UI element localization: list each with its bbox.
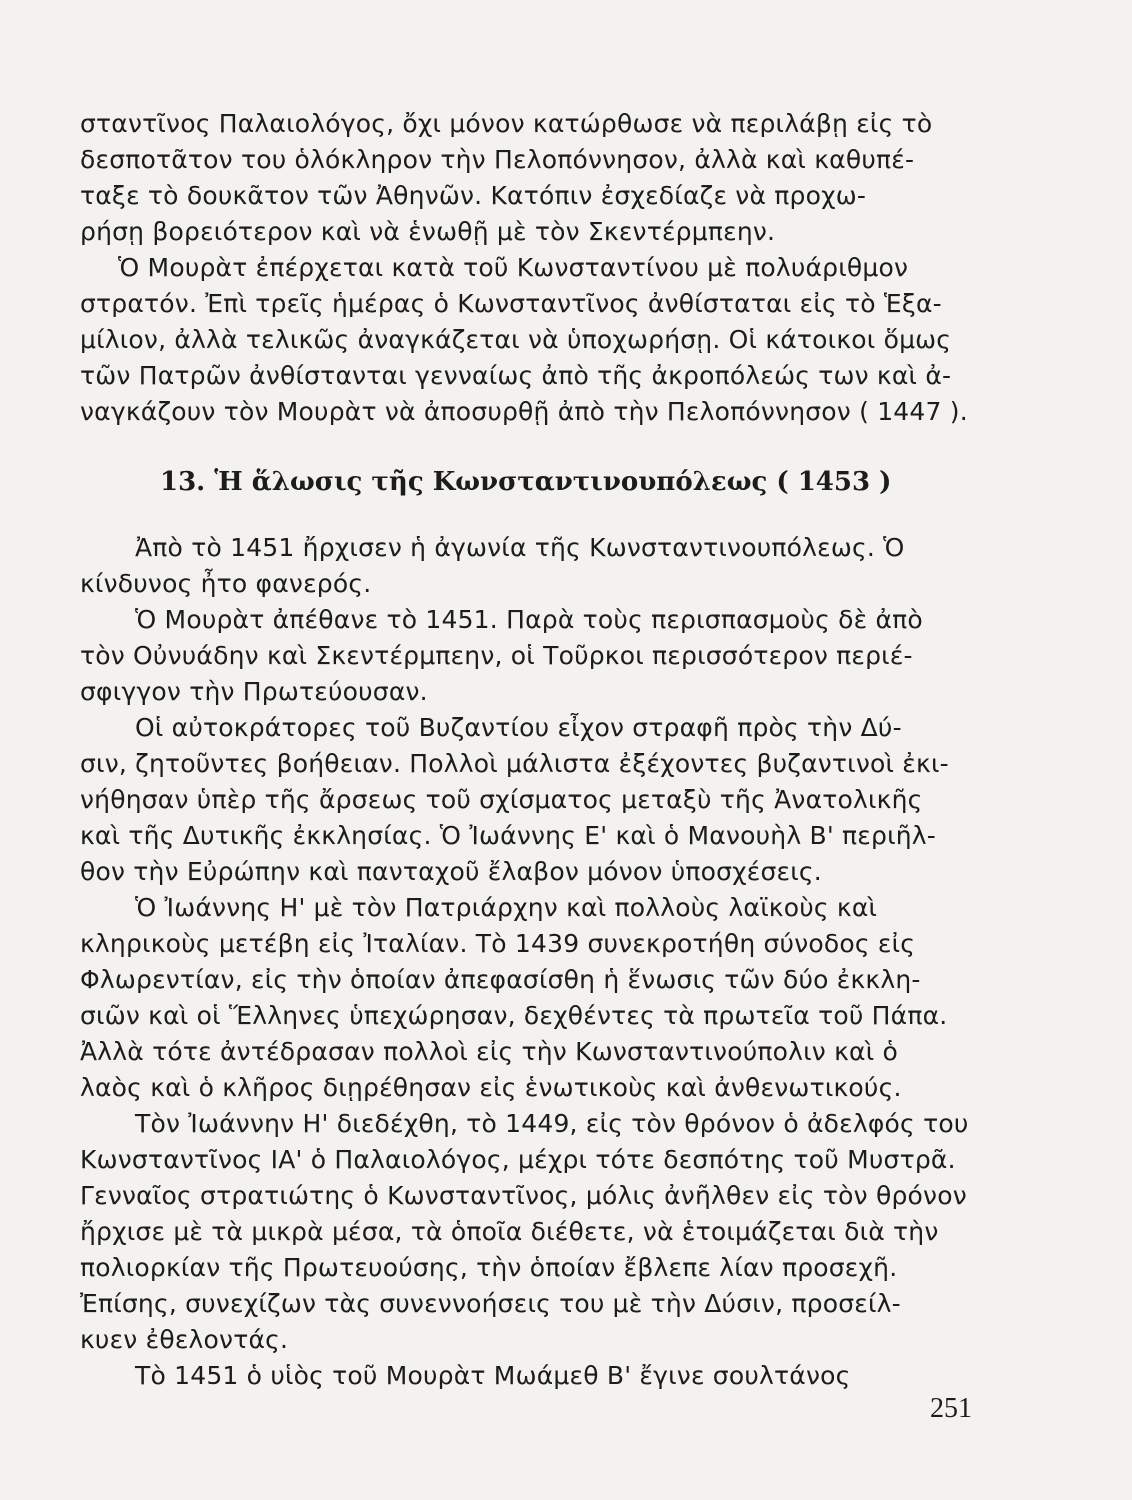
text-line: Ἀλλὰ τότε ἀντέδρασαν πολλοὶ εἰς τὴν Κωνσταντινούπολιν καὶ ὁ [80, 1037, 899, 1066]
text-line: κυεν ἐθελοντάς. [80, 1325, 289, 1354]
text-line: ναγκάζουν τὸν Μουρὰτ νὰ ἀποσυρθῇ ἀπὸ τὴν Πελοπόννησον ( 1447 ). [80, 397, 968, 426]
text-line: Γενναῖος στρατιώτης ὁ Κωνσταντῖνος, μόλις ἀνῆλθεν εἰς τὸν θρόνον [80, 1181, 967, 1210]
text-line: Ὁ Μουρὰτ ἀπέθανε τὸ 1451. Παρὰ τοὺς περισπασμοὺς δὲ ἀπὸ [135, 605, 923, 634]
section-heading: 13. Ἡ ἅλωσις τῆς Κωνσταντινουπόλεως ( 1453 ) [160, 467, 892, 497]
text-line: τῶν Πατρῶν ἀνθίστανται γενναίως ἀπὸ τῆς ἀκροπόλεώς των καὶ ἀ- [80, 361, 952, 390]
text-line: κληρικοὺς μετέβη εἰς Ἰταλίαν. Τὸ 1439 συνεκροτήθη σύνοδος εἰς [80, 929, 916, 958]
text-line: Τὸ 1451 ὁ υἱὸς τοῦ Μουρὰτ Μωάμεθ Β' ἔγινε σουλτάνος [135, 1361, 851, 1390]
page-number: 251 [930, 1393, 972, 1424]
text-line: ταξε τὸ δουκᾶτον τῶν Ἀθηνῶν. Κατόπιν ἐσχεδίαζε νὰ προχω- [80, 181, 867, 210]
text-line: στρατόν. Ἐπὶ τρεῖς ἡμέρας ὁ Κωνσταντῖνος ἀνθίσταται εἰς τὸ Ἑξα- [80, 289, 942, 318]
text-line: ρήσῃ βορειότερον καὶ νὰ ἑνωθῇ μὲ τὸν Σκεντέρμπεην. [80, 217, 776, 246]
text-line: πολιορκίαν τῆς Πρωτευούσης, τὴν ὁποίαν ἔβλεπε λίαν προσεχῆ. [80, 1253, 898, 1282]
text-line: δεσποτᾶτον του ὁλόκληρον τὴν Πελοπόννησον, ἀλλὰ καὶ καθυπέ- [80, 145, 915, 174]
text-line: μίλιον, ἀλλὰ τελικῶς ἀναγκάζεται νὰ ὑποχωρήσῃ. Οἱ κάτοικοι ὅμως [80, 325, 952, 354]
text-line: νήθησαν ὑπὲρ τῆς ἄρσεως τοῦ σχίσματος μεταξὺ τῆς Ἀνατολικῆς [80, 785, 923, 814]
text-line: σφιγγον τὴν Πρωτεύουσαν. [80, 677, 428, 706]
text-line: Κωνσταντῖνος ΙΑ' ὁ Παλαιολόγος, μέχρι τότε δεσπότης τοῦ Μυστρᾶ. [80, 1145, 956, 1174]
text-line: Ὁ Μουρὰτ ἐπέρχεται κατὰ τοῦ Κωνσταντίνου μὲ πολυάριθμον [118, 253, 909, 282]
text-line: σταντῖνος Παλαιολόγος, ὄχι μόνον κατώρθωσε νὰ περιλάβῃ εἰς τὸ [80, 109, 933, 138]
text-line: κίνδυνος ἦτο φανερός. [80, 569, 372, 598]
text-line: Τὸν Ἰωάννην Η' διεδέχθη, τὸ 1449, εἰς τὸν θρόνον ὁ ἀδελφός του [135, 1109, 969, 1138]
text-line: Ὁ Ἰωάννης Η' μὲ τὸν Πατριάρχην καὶ πολλοὺς λαϊκοὺς καὶ [135, 893, 878, 922]
text-line: σιῶν καὶ οἱ Ἕλληνες ὑπεχώρησαν, δεχθέντες τὰ πρωτεῖα τοῦ Πάπα. [80, 1001, 948, 1030]
text-line: Ἐπίσης, συνεχίζων τὰς συνεννοήσεις του μὲ τὴν Δύσιν, προσείλ- [80, 1289, 901, 1318]
text-line: τὸν Οὐνυάδην καὶ Σκεντέρμπεην, οἱ Τοῦρκοι περισσότερον περιέ- [80, 641, 913, 670]
text-line: καὶ τῆς Δυτικῆς ἐκκλησίας. Ὁ Ἰωάννης Ε' καὶ ὁ Μανουὴλ Β' περιῆλ- [80, 821, 937, 850]
text-line: σιν, ζητοῦντες βοήθειαν. Πολλοὶ μάλιστα ἐξέχοντες βυζαντινοὶ ἐκι- [80, 749, 949, 778]
text-line: Φλωρεντίαν, εἰς τὴν ὁποίαν ἀπεφασίσθη ἡ ἕνωσις τῶν δύο ἐκκλη- [80, 965, 921, 994]
text-line: Ἀπὸ τὸ 1451 ἤρχισεν ἡ ἀγωνία τῆς Κωνσταντινουπόλεως. Ὁ [135, 533, 905, 562]
text-line: λαὸς καὶ ὁ κλῆρος διῃρέθησαν εἰς ἑνωτικοὺς καὶ ἀνθενωτικούς. [80, 1073, 902, 1102]
text-line: θον τὴν Εὐρώπην καὶ πανταχοῦ ἔλαβον μόνον ὑποσχέσεις. [80, 857, 822, 886]
text-line: Οἱ αὐτοκράτορες τοῦ Βυζαντίου εἶχον στραφῆ πρὸς τὴν Δύ- [135, 713, 902, 742]
text-line: ἤρχισε μὲ τὰ μικρὰ μέσα, τὰ ὁποῖα διέθετε, νὰ ἑτοιμάζεται διὰ τὴν [80, 1217, 939, 1246]
